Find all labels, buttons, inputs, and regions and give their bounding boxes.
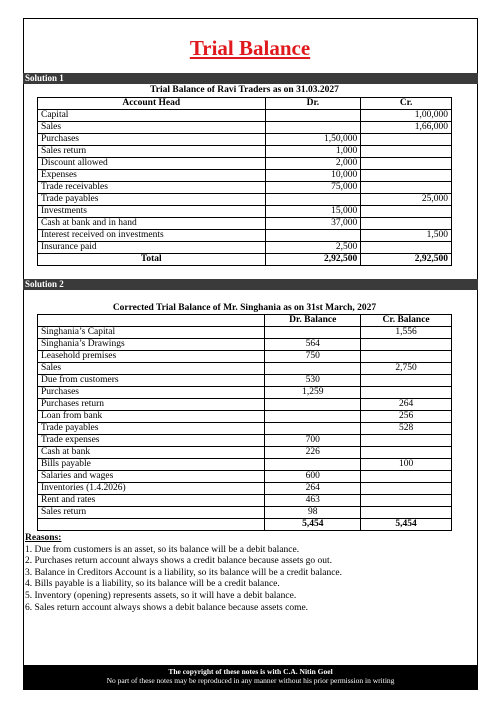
account-name-cell: Trade expenses [38,435,265,447]
account-name-cell: Loan from bank [38,411,265,423]
credit-cell: 256 [361,411,452,423]
credit-cell: 1,66,000 [361,122,452,134]
credit-cell [361,206,452,218]
credit-cell [361,507,452,519]
account-name-cell: Trade receivables [38,182,266,194]
debit-cell: 98 [265,507,361,519]
table-row [38,242,452,254]
copyright-line: The copyright of these notes is with C.A. Nitin Goel [168,667,333,676]
debit-cell: 264 [265,483,361,495]
total-label-cell: Total [38,254,266,266]
table-row [38,495,452,507]
column-header: Cr. Balance [361,315,452,327]
credit-cell [361,435,452,447]
table-row [38,411,452,423]
table-row [38,170,452,182]
trial-balance-table-2 [37,314,452,531]
table-row [38,363,452,375]
credit-cell [361,218,452,230]
debit-cell: 1,50,000 [265,134,361,146]
account-name-cell: Trade payables [38,423,265,435]
table-row [38,122,452,134]
table-header-row [38,315,452,327]
debit-cell [265,363,361,375]
account-name-cell: Cash at bank [38,447,265,459]
debit-cell: 463 [265,495,361,507]
debit-cell [265,411,361,423]
account-name-cell: Discount allowed [38,158,266,170]
credit-cell: 2,750 [361,363,452,375]
account-name-cell: Sales return [38,507,265,519]
account-name-cell: Bills payable [38,459,265,471]
account-name-cell: Singhania’s Capital [38,327,265,339]
solution-2-bar: Solution 2 [23,279,478,290]
table-row [38,327,452,339]
credit-cell: 100 [361,459,452,471]
trial-balance-table-1 [37,97,452,266]
credit-total-cell: 5,454 [361,519,452,531]
account-name-cell: Investments [38,206,266,218]
table-row [38,459,452,471]
credit-cell [361,182,452,194]
table-row [38,507,452,519]
account-name-cell: Trade payables [38,194,266,206]
debit-cell: 1,000 [265,146,361,158]
account-name-cell: Salaries and wages [38,471,265,483]
account-name-cell: Due from customers [38,375,265,387]
table-row [38,435,452,447]
table-row [38,351,452,363]
credit-cell: 25,000 [361,194,452,206]
table-row [38,230,452,242]
credit-cell: 1,00,000 [361,110,452,122]
debit-total-cell: 2,92,500 [265,254,361,266]
table-row [38,339,452,351]
column-header: Account Head [38,98,266,110]
debit-cell [265,230,361,242]
credit-cell [361,351,452,363]
account-name-cell: Purchases [38,387,265,399]
debit-cell: 15,000 [265,206,361,218]
credit-cell [361,483,452,495]
reasons-heading: Reasons: [25,533,62,543]
credit-cell: 1,556 [361,327,452,339]
debit-cell [265,399,361,411]
table-row [38,387,452,399]
credit-total-cell: 2,92,500 [361,254,452,266]
account-name-cell: Sales return [38,146,266,158]
credit-cell [361,242,452,254]
account-name-cell: Purchases [38,134,266,146]
debit-cell: 1,259 [265,387,361,399]
table-row [38,218,452,230]
credit-cell: 264 [361,399,452,411]
table-header-row [38,98,452,110]
debit-cell [265,122,361,134]
credit-cell [361,170,452,182]
account-name-cell: Cash at bank and in hand [38,218,266,230]
debit-cell: 37,000 [265,218,361,230]
credit-cell [361,495,452,507]
table-row [38,158,452,170]
solution-2-caption: Corrected Trial Balance of Mr. Singhania as on 31st March, 2027 [112,303,377,313]
account-name-cell: Interest received on investments [38,230,266,242]
table-row [38,447,452,459]
reason-item: 2. Purchases return account always shows a credit balance because assets go out. [25,556,333,567]
debit-cell: 600 [265,471,361,483]
copyright-footer [23,665,478,690]
debit-cell: 530 [265,375,361,387]
credit-cell: 528 [361,423,452,435]
account-name-cell: Sales [38,363,265,375]
permission-line: No part of these notes may be reproduced in any manner without his prior permission in writing [106,675,395,685]
credit-cell [361,339,452,351]
total-row [38,254,452,266]
table-row [38,206,452,218]
reason-item: 1. Due from customers is an asset, so its balance will be a debit balance. [25,544,300,555]
solution-1-caption: Trial Balance of Ravi Traders as on 31.03.2027 [150,85,339,95]
debit-cell [265,327,361,339]
table-row [38,110,452,122]
account-name-cell: Purchases return [38,399,265,411]
debit-cell: 2,500 [265,242,361,254]
total-label-cell [38,519,265,531]
account-name-cell: Inventories (1.4.2026) [38,483,265,495]
debit-cell: 2,000 [265,158,361,170]
account-name-cell: Insurance paid [38,242,266,254]
account-name-cell: Rent and rates [38,495,265,507]
table-row [38,146,452,158]
credit-cell: 1,500 [361,230,452,242]
account-name-cell: Sales [38,122,266,134]
debit-cell: 226 [265,447,361,459]
reasons-section [25,533,475,614]
table-row [38,182,452,194]
reason-item: 4. Bills payable is a liability, so its balance will be a credit balance. [25,579,280,590]
debit-cell: 750 [265,351,361,363]
debit-cell: 564 [265,339,361,351]
credit-cell [361,158,452,170]
account-name-cell: Expenses [38,170,266,182]
reason-item: 5. Inventory (opening) represents assets, so it will have a debit balance. [25,590,297,601]
solution-1-bar: Solution 1 [23,73,478,84]
debit-cell [265,110,361,122]
table-row [38,399,452,411]
debit-cell: 75,000 [265,182,361,194]
debit-cell [265,459,361,471]
page-title: Trial Balance [189,36,311,60]
account-name-cell: Capital [38,110,266,122]
debit-total-cell: 5,454 [265,519,361,531]
table-row [38,423,452,435]
reason-item: 6. Sales return account always shows a debit balance because assets come. [25,602,309,613]
credit-cell [361,134,452,146]
column-header [38,315,265,327]
column-header: Cr. [361,98,452,110]
column-header: Dr. Balance [265,315,361,327]
debit-cell [265,423,361,435]
account-name-cell: Leasehold premises [38,351,265,363]
table-row [38,194,452,206]
reason-item: 3. Balance in Creditors Account is a liability, so its balance will be a credit balance. [25,567,343,578]
credit-cell [361,447,452,459]
credit-cell [361,146,452,158]
column-header: Dr. [265,98,361,110]
credit-cell [361,387,452,399]
credit-cell [361,471,452,483]
table-row [38,375,452,387]
debit-cell: 10,000 [265,170,361,182]
total-row [38,519,452,531]
account-name-cell: Singhania’s Drawings [38,339,265,351]
debit-cell [265,194,361,206]
table-row [38,471,452,483]
credit-cell [361,375,452,387]
debit-cell: 700 [265,435,361,447]
table-row [38,483,452,495]
table-row [38,134,452,146]
